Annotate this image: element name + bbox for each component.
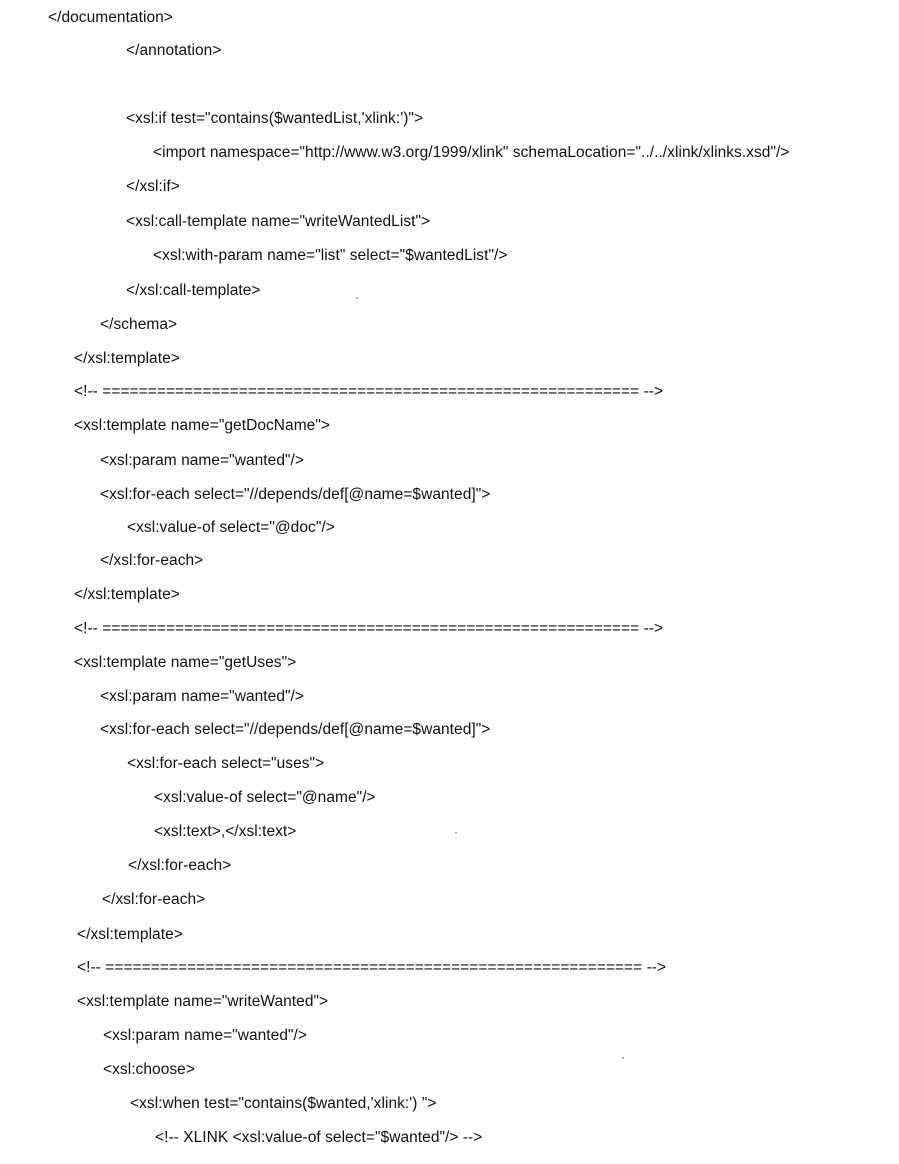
- code-line: <import namespace="http://www.w3.org/1999/xlink" schemaLocation="../../xlink/xlinks.xsd"/>: [153, 144, 790, 161]
- code-line: </xsl:call-template>: [126, 282, 261, 299]
- code-line: <!-- =========================================================== -->: [74, 383, 664, 400]
- code-line: <xsl:template name="getUses">: [74, 654, 297, 671]
- code-line: <!-- =========================================================== -->: [74, 620, 664, 637]
- code-line: <xsl:for-each select="//depends/def[@name=$wanted]">: [100, 721, 491, 738]
- code-line: <xsl:when test="contains($wanted,'xlink:') ">: [130, 1095, 437, 1112]
- code-line: <xsl:param name="wanted"/>: [100, 452, 305, 469]
- code-line: </xsl:for-each>: [100, 552, 204, 569]
- code-line: </xsl:for-each>: [102, 891, 206, 908]
- scan-speck: [455, 832, 457, 834]
- code-line: <xsl:choose>: [103, 1061, 195, 1078]
- code-line: <xsl:text>,</xsl:text>: [154, 823, 297, 840]
- code-line: </xsl:template>: [77, 926, 183, 943]
- code-line: <xsl:for-each select="//depends/def[@name=$wanted]">: [100, 486, 491, 503]
- code-line: </documentation>: [48, 9, 173, 26]
- code-line: <xsl:param name="wanted"/>: [103, 1027, 308, 1044]
- code-line: <xsl:value-of select="@name"/>: [154, 789, 376, 806]
- code-line: <xsl:template name="writeWanted">: [77, 993, 329, 1010]
- code-line: <xsl:value-of select="@doc"/>: [127, 519, 335, 536]
- code-line: <!-- =========================================================== -->: [77, 959, 667, 976]
- code-line: </xsl:template>: [74, 586, 180, 603]
- code-line: <xsl:for-each select="uses">: [127, 755, 325, 772]
- code-line: </xsl:if>: [126, 178, 180, 195]
- code-line: <xsl:template name="getDocName">: [74, 417, 330, 434]
- code-line: </xsl:template>: [74, 350, 180, 367]
- code-line: <xsl:param name="wanted"/>: [100, 688, 305, 705]
- code-line: </annotation>: [126, 42, 222, 59]
- code-line: </xsl:for-each>: [128, 857, 232, 874]
- code-line: <!-- XLINK <xsl:value-of select="$wanted"/> -->: [155, 1129, 483, 1146]
- scan-speck: [356, 297, 358, 299]
- code-line: <xsl:with-param name="list" select="$wantedList"/>: [153, 247, 508, 264]
- scan-speck: [622, 1057, 624, 1059]
- code-line: <xsl:if test="contains($wantedList,'xlink:')">: [126, 110, 424, 127]
- code-line: <xsl:call-template name="writeWantedList">: [126, 213, 431, 230]
- code-line: </schema>: [100, 316, 178, 333]
